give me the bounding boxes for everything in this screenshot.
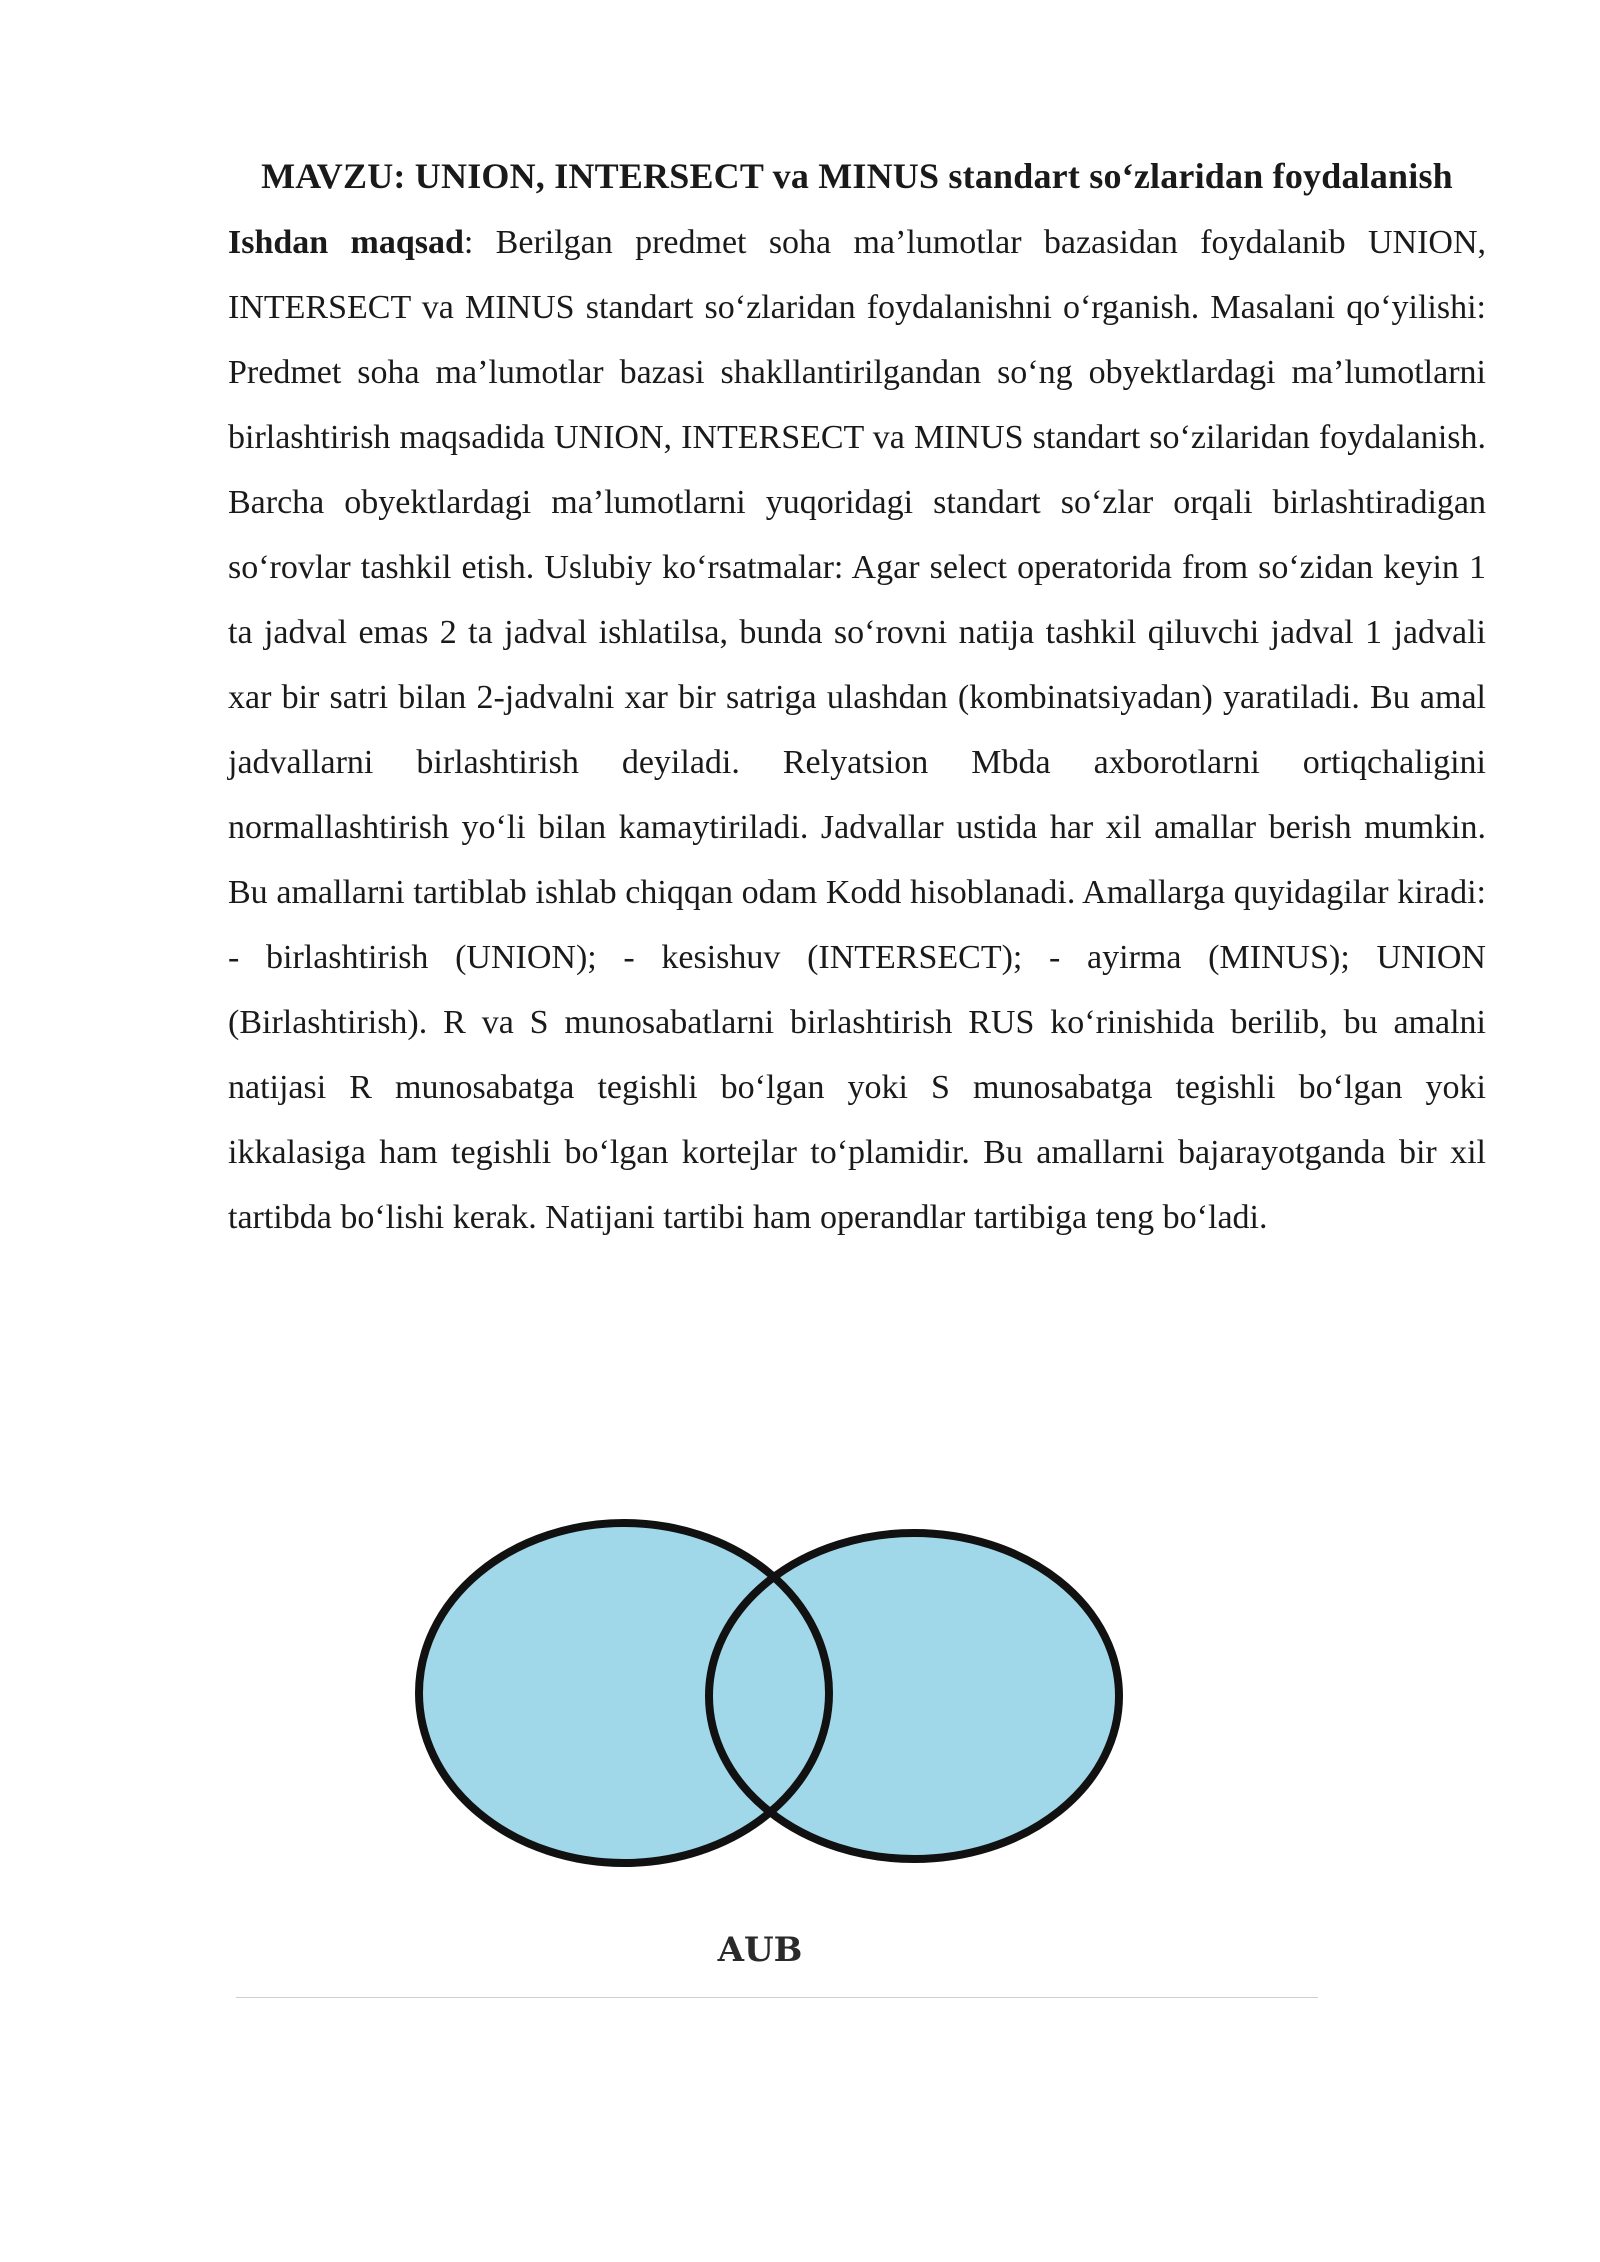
page-title [228, 148, 1486, 204]
figure-caption: AUB [717, 1930, 803, 1970]
body-text: : Berilgan predmet soha ma’lumotlar bazasidan foydalanib UNION, INTERSECT va MINUS standart so‘zlaridan foydalanishni o‘rganish. Masalani qo‘yilishi: Predmet soha ma’lumotlar bazasi shakllantirilgandan so‘ng obyektlardagi ma’lumotlarni birlashtirish maqsadida UNION, INTERSECT va MINUS standart so‘zilaridan foydalanish. Barcha obyektlardagi ma’lumotlarni yuqoridagi standart so‘zlar orqali birlashtiradigan so‘rovlar tashkil etish. Uslubiy ko‘rsatmalar: Agar select operatorida from so‘zidan keyin 1 ta jadval emas 2 ta jadval ishlatilsa, bunda so‘rovni natija tashkil qiluvchi jadval 1 jadvali xar bir satri bilan 2-jadvalni xar bir satriga ulashdan (kombinatsiyadan) yaratiladi. Bu amal jadvallarni birlashtirish deyiladi. Relyatsion Mbda axborotlarni ortiqchaligini normallashtirish yo‘li bilan kamaytiriladi. Jadvallar ustida har xil amallar berish mumkin. Bu amallarni tartiblab ishlab chiqqan odam Kodd hisoblanadi. Amallarga quyidagilar kiradi: - birlashtirish (UNION); - kesishuv (INTERSECT); - ayirma (MINUS); UNION (Birlashtirish). R va S munosabatlarni birlashtirish RUS ko‘rinishida berilib, bu amalni natijasi R munosabatga tegishli bo‘lgan yoki S munosabatga tegishli bo‘lgan yoki ikkalasiga ham tegishli bo‘lgan kortejlar to‘plamidir. Bu amallarni bajarayotganda bir xil tartibda bo‘lishi kerak. Natijani tartibi ham operandlar tartibiga teng bo‘ladi. [228, 224, 1487, 1236]
title-prefix: MAVZU: [261, 156, 415, 196]
body-paragraph [228, 210, 1486, 1250]
document-page [228, 148, 1486, 1250]
divider-line [236, 1997, 1318, 1998]
lead-label: Ishdan maqsad [228, 224, 464, 261]
title-main: UNION, INTERSECT va MINUS standart so‘zlaridan foydalanish [414, 156, 1453, 196]
